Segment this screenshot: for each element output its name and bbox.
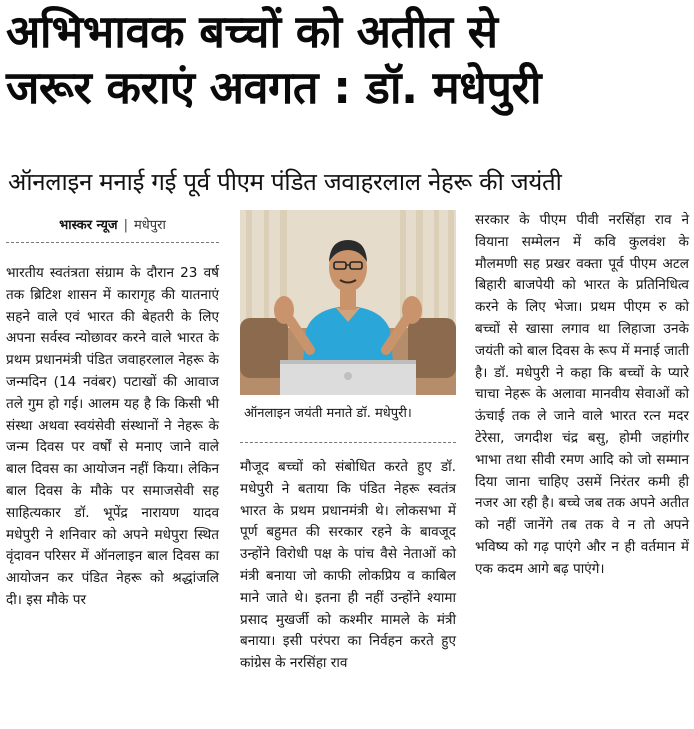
column-2-text: मौजूद बच्चों को संबोधित करते हुए डॉ. मधेपुरी ने बताया कि पंडित नेहरू स्वतंत्र भारत के प्रथम प्रधानमंत्री थे। लोकसभा में पूर्ण बहुमत की सरकार रहने के बावजूद उन्होंने विरोधी पक्ष के पांच वैसे नेताओं को मंत्री बनाया जो काफी लोकप्रिय व काबिल माने जाते थे। इतना ही नहीं उन्होंने श्यामा प्रसाद मुखर्जी को कश्मीर मामले के मंत्री बनाया। इसी परंपरा का निर्वहन करते हुए कांग्रेस के नरसिंहा राव bbox=[240, 459, 456, 672]
photo-caption: ऑनलाइन जयंती मनाते डॉ. मधेपुरी। bbox=[240, 395, 456, 443]
headline-line-1: अभिभावक बच्चों को अतीत से bbox=[6, 5, 498, 58]
byline bbox=[6, 210, 219, 243]
column-3 bbox=[475, 210, 689, 581]
news-photo bbox=[240, 210, 456, 395]
headline-line-2: जरूर कराएं अवगत : डॉ. मधेपुरी bbox=[6, 61, 542, 114]
subheadline: ऑनलाइन मनाई गई पूर्व पीएम पंडित जवाहरलाल नेहरू की जयंती bbox=[8, 168, 562, 196]
man-with-laptop-illustration bbox=[240, 210, 456, 395]
column-3-text: सरकार के पीएम पीवी नरसिंहा राव ने वियाना सम्मेलन में कवि कुलवंश के मौलमणी सह प्रखर वक्ता पूर्व पीएम अटल बिहारी बाजपेयी को भारत के प्रतिनिधित्व करने के लिए भेजा। प्रथम पीएम रु को बच्चों से खासा लगाव था लिहाजा उनके जयंती को बाल दिवस के रूप में मनाई जाती है। डॉ. मधेपुरी ने कहा कि बच्चों के प्यारे चाचा नेहरू के अलावा मानवीय सेवाओं को ऊंचाई तक ले जाने वाले भारत रत्न मदर टेरेसा, जगदीश चंद्र बसु, होमी जहांगीर भाभा तथा सीवी रमण आदि को जो सम्मान दिया जाना चाहिए उसमें निरंतर कमी ही नजर आ रही है। बच्चे जब तक अपने अतीत को नहीं जानेंगे तब तक वे न तो अपने भविष्य को गढ़ पाएंगे और न ही वर्तमान में एक कदम आगे बढ़ पाएंगे। bbox=[475, 212, 689, 577]
column-2 bbox=[240, 210, 456, 675]
column-1 bbox=[6, 210, 219, 612]
byline-org: भास्कर न्यूज bbox=[59, 218, 118, 234]
byline-separator: | bbox=[123, 218, 128, 234]
column-1-text: भारतीय स्वतंत्रता संग्राम के दौरान 23 वर्ष तक ब्रिटिश शासन में कारागृह की यातनाएं सहने वाले एवं भारत की बेहतरी के लिए अपना सर्वस्व न्योछावर करने वाले भारत के प्रथम प्रधानमंत्री पंडित जवाहरलाल नेहरू के जन्मदिन (14 नवंबर) पटाखों की आवाज तले गुम हो गई। आलम यह है कि किसी भी संस्था अथवा स्वयंसेवी संस्थानों ने नेहरू के जन्म दिवस पर वर्षों से मनाए जाने वाले बाल दिवस का आयोजन नहीं किया। लेकिन बाल दिवस के मौके पर समाजसेवी सह साहित्यकार डॉ. भूपेंद्र नारायण यादव मधेपुरी ने शनिवार को अपने मधेपुरा स्थित वृंदावन परिसर में ऑनलाइन बाल दिवस का आयोजन कर पंडित नेहरू को श्रद्धांजलि दी। इस मौके पर bbox=[6, 265, 219, 608]
headline bbox=[6, 4, 690, 116]
byline-city: मधेपुरा bbox=[133, 218, 166, 234]
